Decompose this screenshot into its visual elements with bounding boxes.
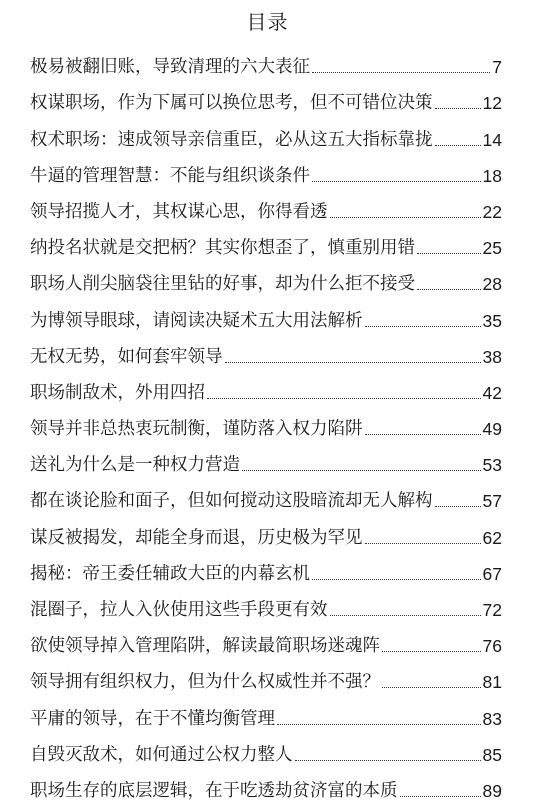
dot-leader <box>312 72 490 73</box>
toc-page-number: 38 <box>482 346 502 367</box>
toc-entry[interactable] <box>30 621 502 657</box>
toc-page-number: 81 <box>482 672 502 693</box>
toc-entry-title: 谋反被揭发，却能全身而退，历史极为罕见 <box>30 527 363 548</box>
toc-entry[interactable] <box>30 585 502 621</box>
toc-entry[interactable] <box>30 259 502 295</box>
dot-leader <box>330 615 481 616</box>
toc-entry-title: 领导并非总热衷玩制衡，谨防落入权力陷阱 <box>30 419 363 440</box>
toc-entry[interactable] <box>30 730 502 766</box>
dot-leader <box>207 398 481 399</box>
dot-leader <box>435 108 481 109</box>
toc-entry-title: 牛逼的管理智慧：不能与组织谈条件 <box>30 165 310 186</box>
toc-entry-title: 极易被翻旧账，导致清理的六大表征 <box>30 57 310 78</box>
dot-leader <box>365 543 481 544</box>
toc-page-number: 22 <box>482 201 502 222</box>
toc-entry[interactable] <box>30 404 502 440</box>
toc-page-number: 35 <box>482 310 502 331</box>
toc-entry[interactable] <box>30 114 502 150</box>
dot-leader <box>365 434 481 435</box>
toc-page-number: 72 <box>482 600 502 620</box>
toc-entry-title: 权谋职场，作为下属可以换位思考，但不可错位决策 <box>30 93 433 114</box>
toc-entry[interactable] <box>30 476 502 512</box>
toc-entry-title: 无权无势，如何套牢领导 <box>30 346 223 367</box>
toc-entry-title: 纳投名状就是交把柄？其实你想歪了，慎重别用错 <box>30 238 415 259</box>
toc-page-number: 76 <box>482 636 502 657</box>
toc-entry-title: 揭秘：帝王委任辅政大臣的内幕玄机 <box>30 563 310 584</box>
toc-entry[interactable] <box>30 332 502 368</box>
toc-entry-title: 领导拥有组织权力，但为什么权威性并不强？ <box>30 672 380 693</box>
toc-entry[interactable] <box>30 187 502 223</box>
toc-entry-title: 权术职场：速成领导亲信重臣，必从这五大指标靠拢 <box>30 129 433 150</box>
dot-leader <box>435 506 481 507</box>
toc-page-number: 42 <box>482 382 502 403</box>
toc-page-number: 25 <box>482 238 502 259</box>
dot-leader <box>312 181 481 182</box>
toc-page-number: 57 <box>482 491 502 512</box>
toc-entry[interactable] <box>30 151 502 187</box>
toc-entry-title: 欲使领导掉入管理陷阱，解读最简职场迷魂阵 <box>30 636 380 657</box>
toc-entry-title: 平庸的领导，在于不懂均衡管理 <box>30 708 275 729</box>
toc-page-number: 49 <box>482 419 502 440</box>
toc-page-number: 62 <box>482 527 502 548</box>
toc-entry[interactable] <box>30 440 502 476</box>
toc-entry[interactable] <box>30 223 502 259</box>
toc-entry[interactable] <box>30 549 502 585</box>
toc-entry[interactable] <box>30 693 502 729</box>
toc-entry-title: 为博领导眼球，请阅读决疑术五大用法解析 <box>30 310 363 331</box>
dot-leader <box>435 145 481 146</box>
toc-page-number: 18 <box>482 165 502 186</box>
toc-entry-title: 自毁灭敌术，如何通过公权力整人 <box>30 744 293 765</box>
toc-entry[interactable] <box>30 766 502 802</box>
toc-entry-title: 职场生存的底层逻辑，在于吃透劫贫济富的本质 <box>30 780 398 801</box>
dot-leader <box>365 326 481 327</box>
toc-page-number: 53 <box>482 455 502 476</box>
toc-list <box>30 42 502 802</box>
toc-entry[interactable] <box>30 78 502 114</box>
dot-leader <box>242 470 481 471</box>
dot-leader <box>382 651 481 652</box>
toc-page-number: 14 <box>482 129 502 150</box>
toc-entry[interactable] <box>30 295 502 331</box>
toc-page-number: 7 <box>492 57 502 78</box>
toc-entry-title: 职场人削尖脑袋往里钻的好事，却为什么拒不接受 <box>30 274 415 295</box>
dot-leader <box>225 362 481 363</box>
toc-page-number: 83 <box>482 708 502 729</box>
toc-entry-title: 送礼为什么是一种权力营造 <box>30 455 240 476</box>
toc-entry-title: 混圈子，拉人入伙使用这些手段更有效 <box>30 600 328 620</box>
toc-entry-title: 职场制敌术，外用四招 <box>30 382 205 403</box>
dot-leader <box>382 687 481 688</box>
toc-entry-title: 领导招揽人才，其权谋心思，你得看透 <box>30 201 328 222</box>
toc-page-number: 67 <box>482 563 502 584</box>
page-title: 目录 <box>246 10 289 34</box>
toc-entry-title: 都在谈论脸和面子，但如何搅动这股暗流却无人解构 <box>30 491 433 512</box>
dot-leader <box>330 217 481 218</box>
toc-page-number: 85 <box>482 744 502 765</box>
toc-entry[interactable] <box>30 512 502 548</box>
dot-leader <box>417 289 481 290</box>
dot-leader <box>312 579 481 580</box>
toc-page-number: 12 <box>482 93 502 114</box>
dot-leader <box>277 724 481 725</box>
dot-leader <box>295 760 481 761</box>
toc-entry[interactable] <box>30 657 502 693</box>
dot-leader <box>417 253 481 254</box>
toc-entry[interactable] <box>30 368 502 404</box>
toc-page-number: 28 <box>482 274 502 295</box>
dot-leader <box>400 796 481 797</box>
toc-page-number: 89 <box>482 780 502 801</box>
toc-entry[interactable] <box>30 42 502 78</box>
